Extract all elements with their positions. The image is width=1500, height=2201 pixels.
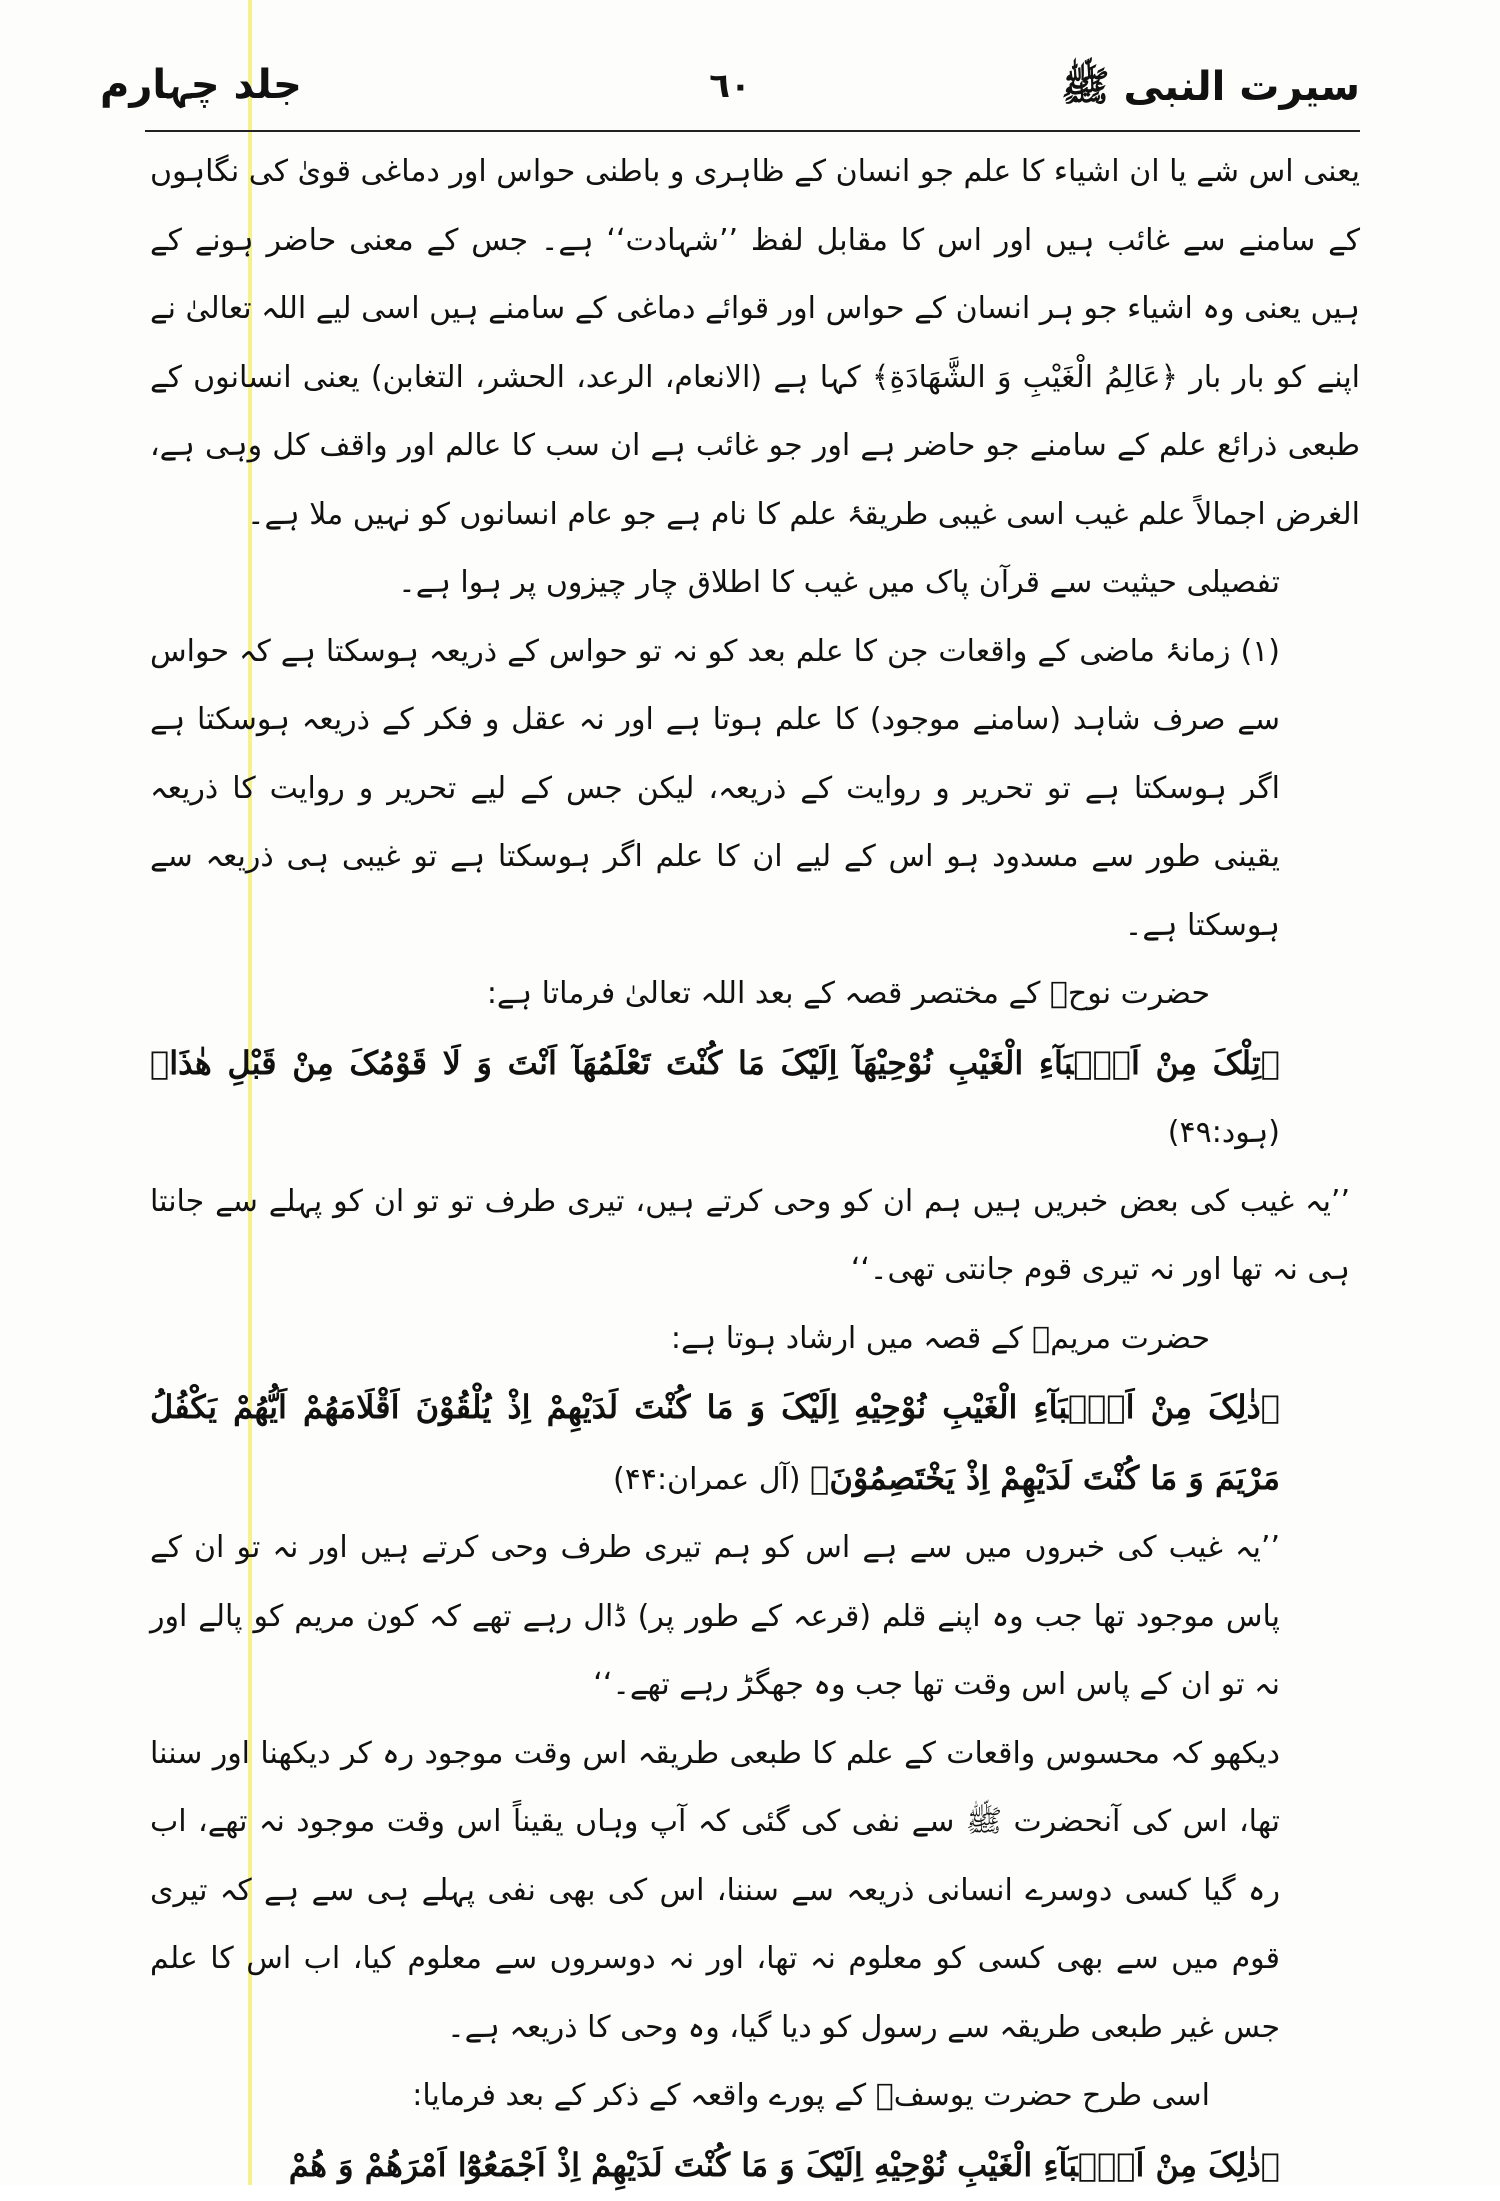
paragraph-past-events: (۱) زمانۂ ماضی کے واقعات جن کا علم بعد کو نہ تو حواس کے ذریعہ ہوسکتا ہے کہ حواس سے صرف شاہد (سامنے موجود) کا علم ہوتا ہے اور نہ عقل و فکر کے ذریعہ ہوسکتا ہے اگر ہوسکتا ہے تو تحریر و روایت کے ذریعہ، لیکن جس کے لیے تحریر و روایت کا ذریعہ یقینی طور سے مسدود ہو اس کے لیے ان کا علم اگر ہوسکتا ہے تو غیبی ہی ذریعہ سے ہوسکتا ہے۔ (150, 618, 1360, 961)
ayah-aal-imran-text: ﴿ذٰلِکَ مِنْ اَنْۢبَآءِ الْغَیْبِ نُوْحِیْهِ اِلَیْکَ وَ مَا کُنْتَ لَدَیْهِمْ اِذْ یُلْقُوْنَ اَقْلَامَهُمْ اَیُّهُمْ یَکْفُلُ مَرْیَمَ وَ مَا کُنْتَ لَدَیْهِمْ اِذْ یَخْتَصِمُوْنَ﴾ (150, 1388, 1280, 1497)
ayah-hud-text: ﴿تِلْکَ مِنْ اَنْۢبَآءِ الْغَیْبِ نُوْحِیْهَآ اِلَیْکَ مَا کُنْتَ تَعْلَمُهَآ اَنْتَ وَ لَا قَوْمُکَ مِنْ قَبْلِ هٰذَا﴾ (150, 1044, 1280, 1082)
paragraph-yusuf-intro: اسی طرح حضرت یوسفؑ کے پورے واقعہ کے ذکر کے بعد فرمایا: (150, 2062, 1360, 2131)
ayah-hud-ref: (ہود:۴۹) (1168, 1115, 1280, 1150)
book-title: سیرت النبی ﷺ (1061, 62, 1360, 120)
paragraph-quran-usage: تفصیلی حیثیت سے قرآن پاک میں غیب کا اطلاق چار چیزوں پر ہوا ہے۔ (150, 549, 1360, 618)
translation-aal-imran: ’’یہ غیب کی خبروں میں سے ہے اس کو ہم تیری طرف وحی کرتے ہیں اور نہ تو ان کے پاس موجود تھا جب وہ اپنے قلم (قرعہ کے طور پر) ڈال رہے تھے کہ کون مریم کو پالے اور نہ تو ان کے پاس اس وقت تھا جب وہ جھگڑ رہے تھے۔‘‘ (150, 1514, 1360, 1720)
paragraph-senses-analysis: دیکھو کہ محسوس واقعات کے علم کا طبعی طریقہ اس وقت موجود رہ کر دیکھنا اور سننا تھا، اس کی آنحضرت ﷺ سے نفی کی گئی کہ آپ وہاں یقیناً اس وقت موجود نہ تھے، اب رہ گیا کسی دوسرے انسانی ذریعہ سے سننا، اس کی بھی نفی پہلے ہی سے ہے کہ تیری قوم میں سے بھی کسی کو معلوم نہ تھا، اور نہ دوسروں سے معلوم کیا، اب اس کا علم جس غیر طبعی طریقہ سے رسول کو دیا گیا، وہ وحی کا ذریعہ ہے۔ (150, 1720, 1360, 2063)
header-divider (145, 130, 1360, 132)
ayah-aal-imran (150, 1373, 1360, 1514)
page-header (100, 62, 1360, 132)
volume-label: جلد چہارم (100, 62, 302, 108)
paragraph-maryam-intro: حضرت مریمؑ کے قصہ میں ارشاد ہوتا ہے: (150, 1305, 1360, 1374)
translation-hud: ’’یہ غیب کی بعض خبریں ہیں ہم ان کو وحی کرتے ہیں، تیری طرف تو تو ان کو پہلے سے جانتا ہی نہ تھا اور نہ تیری قوم جانتی تھی۔‘‘ (150, 1168, 1360, 1305)
ayah-yusuf-text: ﴿ذٰلِکَ مِنْ اَنْۢبَآءِ الْغَیْبِ نُوْحِیْهِ اِلَیْکَ وَ مَا کُنْتَ لَدَیْهِمْ اِذْ اَجْمَعُوْٓا اَمْرَهُمْ وَ هُمْ (289, 2146, 1280, 2184)
page-number: ٦٠ (709, 66, 751, 106)
ayah-yusuf (150, 2131, 1360, 2201)
ayah-hud (150, 1029, 1360, 1168)
paragraph-nuh-intro: حضرت نوحؑ کے مختصر قصہ کے بعد اللہ تعالیٰ فرماتا ہے: (150, 960, 1360, 1029)
paragraph-ghaib-definition: یعنی اس شے یا ان اشیاء کا علم جو انسان کے ظاہری و باطنی حواس اور دماغی قویٰ کی نگاہوں کے سامنے سے غائب ہیں اور اس کا مقابل لفظ ’’شہادت‘‘ ہے۔ جس کے معنی حاضر ہونے کے ہیں یعنی وہ اشیاء جو ہر انسان کے حواس اور قوائے دماغی کے سامنے ہیں اسی لیے اللہ تعالیٰ نے اپنے کو بار بار ﴿عَالِمُ الْغَیْبِ وَ الشَّهَادَةِ﴾ کہا ہے (الانعام، الرعد، الحشر، التغابن) یعنی انسانوں کے طبعی ذرائع علم کے سامنے جو حاضر ہے اور جو غائب ہے ان سب کا عالم اور واقف کل وہی ہے، الغرض اجمالاً علم غیب اسی غیبی طریقۂ علم کا نام ہے جو عام انسانوں کو نہیں ملا ہے۔ (150, 138, 1360, 549)
page-body (150, 138, 1360, 2201)
ayah-aal-imran-ref: (آل عمران:۴۴) (613, 1462, 801, 1497)
